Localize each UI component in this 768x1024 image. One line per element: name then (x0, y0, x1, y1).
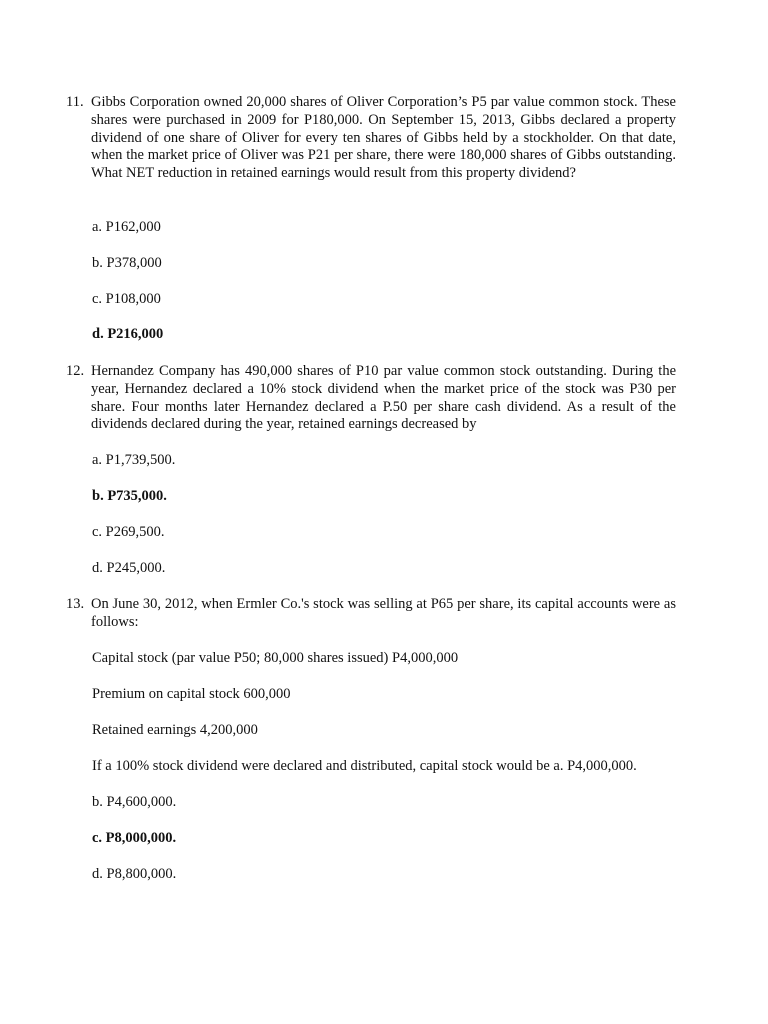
question-11-text: Gibbs Corporation owned 20,000 shares of Oliver Corporation’s P5 par value common stock. These shares were purchased in 2009 for P180,000. On September 15, 2013, Gibbs declared a property dividend of one share of Oliver for every ten shares of Gibbs held by a stockholder. On that date, when the market price of Oliver was P21 per share, there were 180,000 shares of Gibbs outstanding. What NET reduction in retained earnings would result from this property dividend? (91, 94, 676, 182)
question-13-option-c-correct: c. P8,000,000. (92, 830, 177, 846)
question-12-option-c: c. P269,500. (92, 524, 165, 540)
capital-stock-line: Capital stock (par value P50; 80,000 shares issued) P4,000,000 (92, 650, 459, 666)
retained-earnings-line: Retained earnings 4,200,000 (92, 722, 258, 738)
question-13-text: On June 30, 2012, when Ermler Co.'s stock was selling at P65 per share, its capital accounts were as follows: (91, 596, 676, 630)
question-13-number: 13. (66, 596, 85, 612)
question-12-number: 12. (66, 363, 85, 379)
question-13-option-d: d. P8,800,000. (92, 866, 177, 882)
question-11-option-d-correct: d. P216,000 (92, 326, 164, 342)
question-13-option-b: b. P4,600,000. (92, 794, 177, 810)
question-12-option-b-correct: b. P735,000. (92, 488, 167, 504)
question-11-number: 11. (66, 94, 84, 110)
premium-line: Premium on capital stock 600,000 (92, 686, 291, 702)
question-12-option-d: d. P245,000. (92, 560, 166, 576)
question-12-text: Hernandez Company has 490,000 shares of P10 par value common stock outstanding. During the year, Hernandez declared a 10% stock dividend when the market price of the stock was P30 per share. Four months later Hernandez declared a P.50 per share cash dividend. As a result of the dividends declared during the year, retained earnings decreased by (91, 363, 676, 433)
question-12-option-a: a. P1,739,500. (92, 452, 176, 468)
question-11-option-a: a. P162,000 (92, 219, 161, 235)
question-13-prompt-option-a: If a 100% stock dividend were declared and distributed, capital stock would be a. P4,000,000. (92, 758, 637, 774)
question-11-option-c: c. P108,000 (92, 291, 161, 307)
question-11-option-b: b. P378,000 (92, 255, 162, 271)
